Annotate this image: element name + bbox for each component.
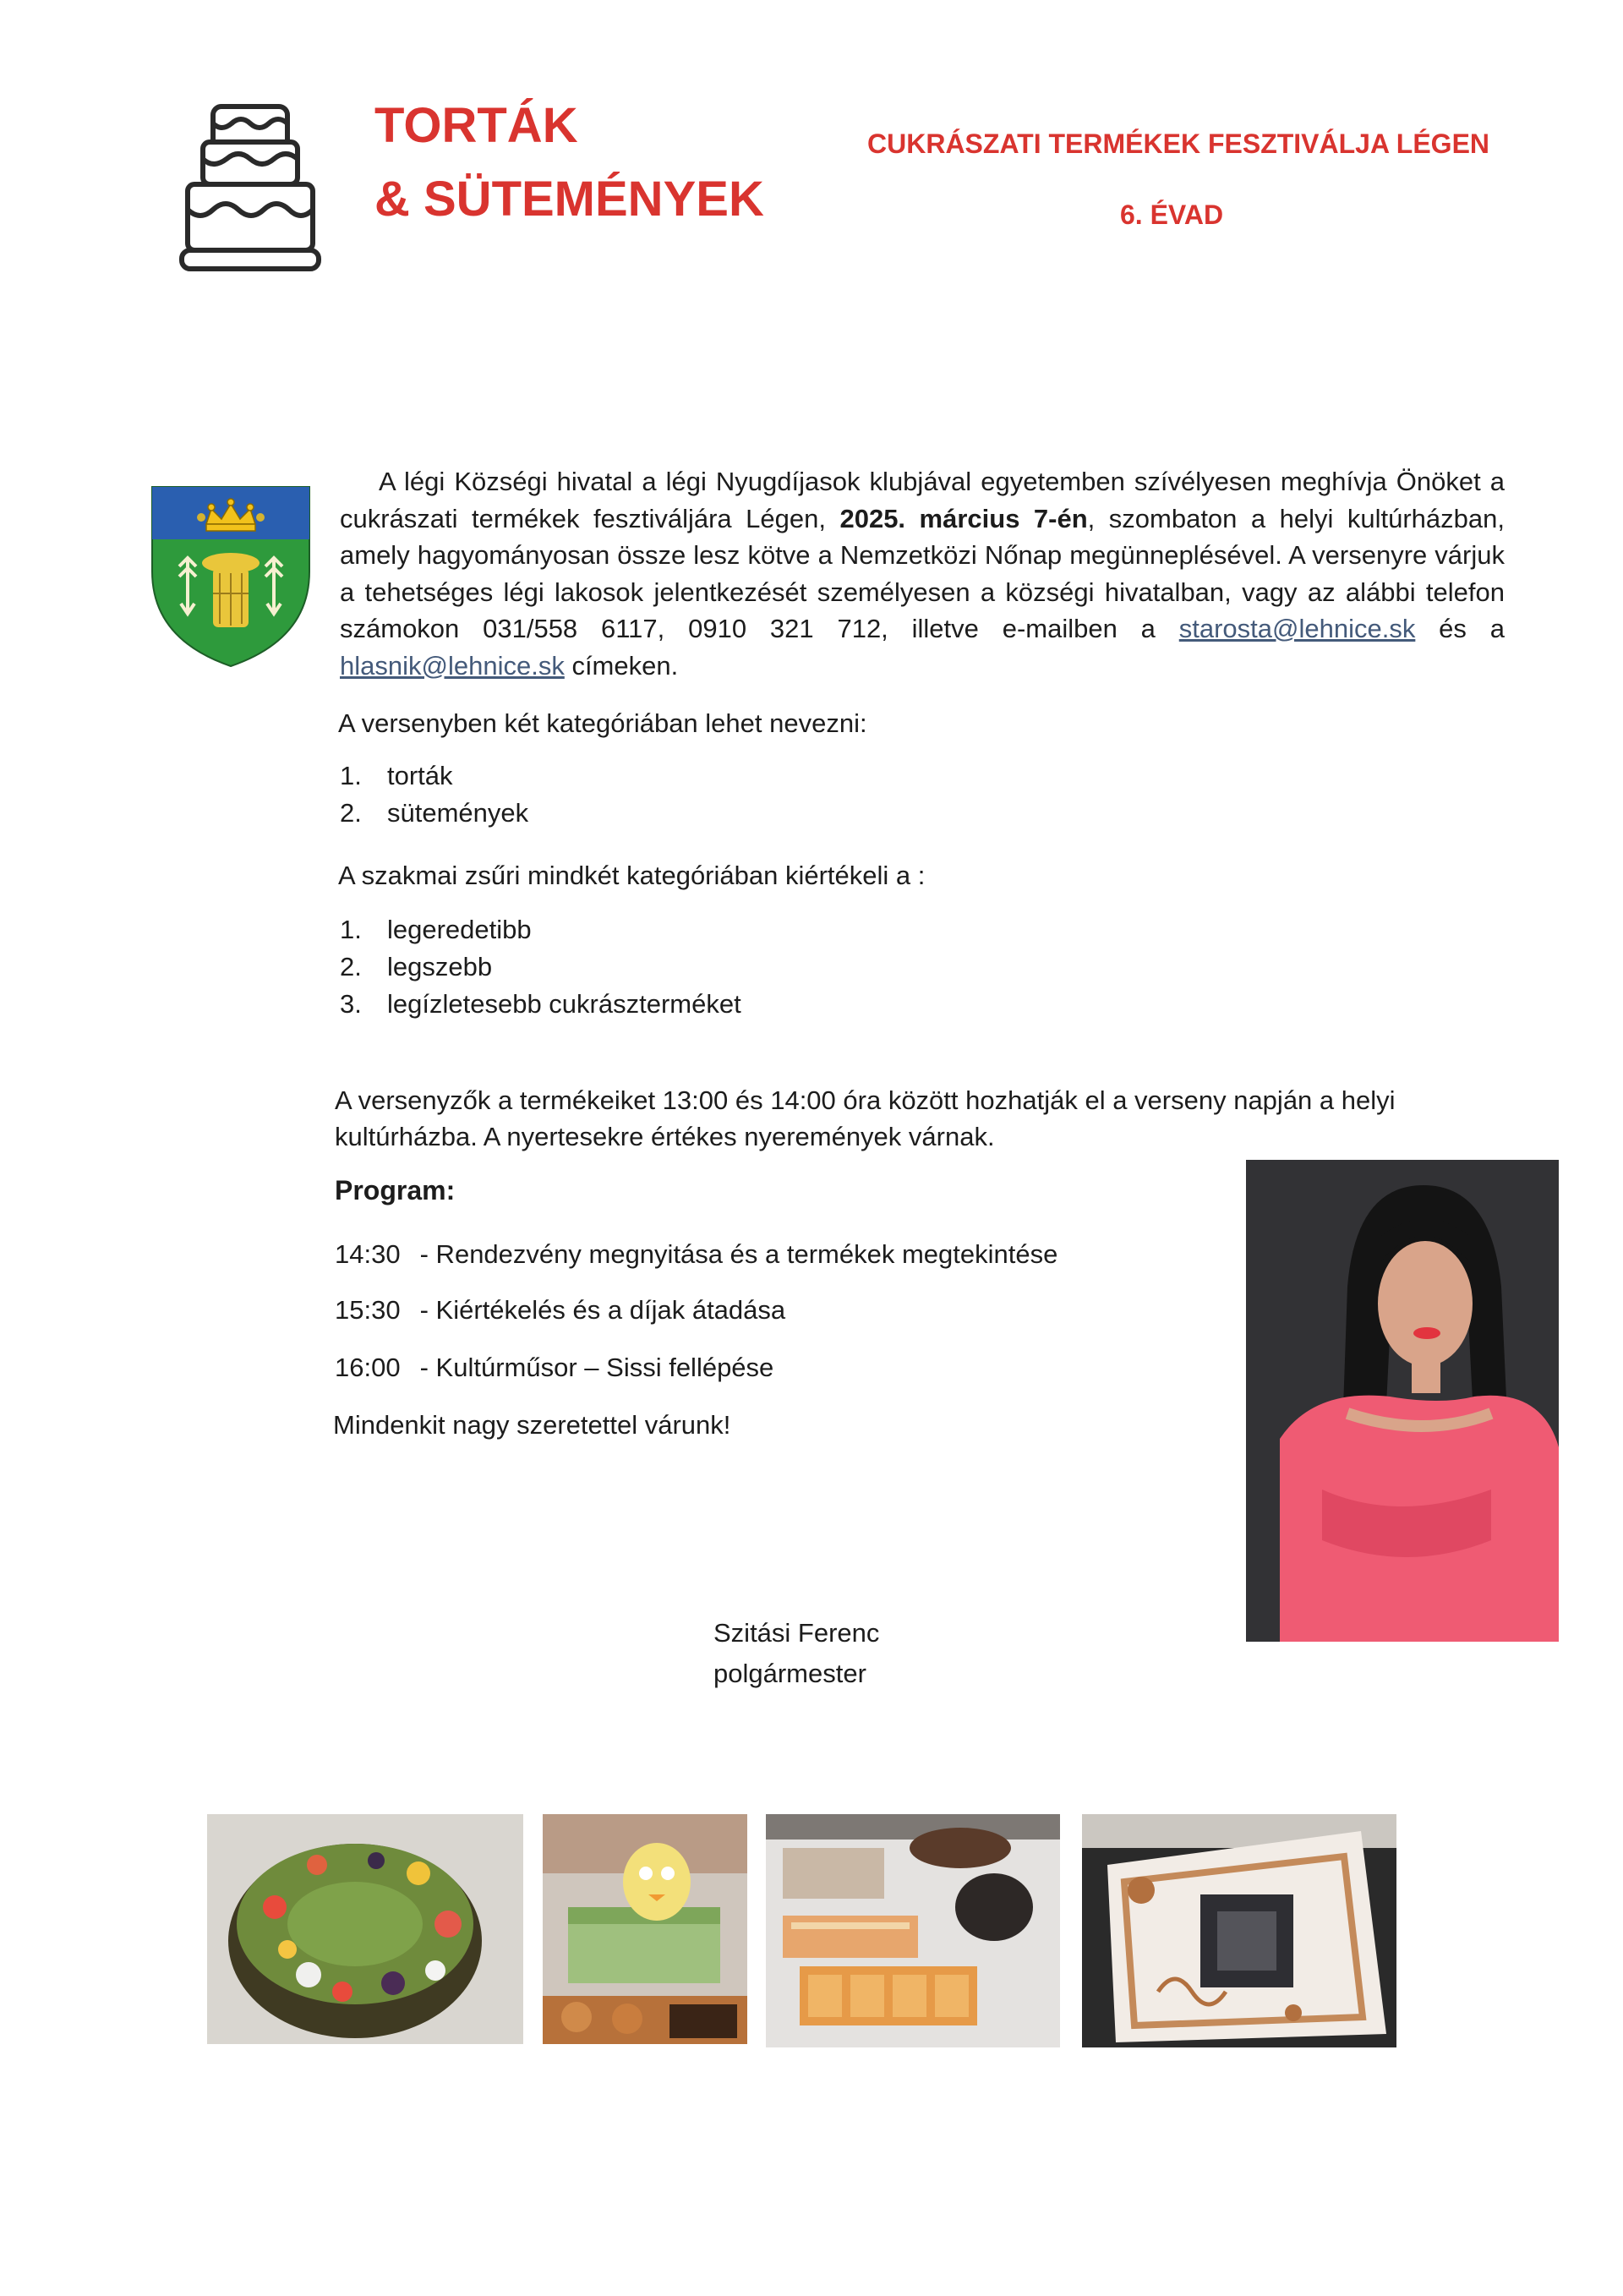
title-line-2: & SÜTEMÉNYEK [374,172,764,227]
event-date: 2025. március 7-én [839,503,1088,533]
intro-text-3: és a [1415,614,1505,643]
program-text: - Kultúrműsor – Sissi fellépése [419,1353,774,1382]
list-label: legszebb [387,952,493,981]
intro-paragraph [340,463,1505,684]
program-text: - Kiértékelés és a díjak átadása [419,1295,786,1325]
list-number: 1. [340,915,362,944]
cake-photo-1 [207,1814,523,2044]
list-number: 2. [340,798,362,828]
signature-name: Szitási Ferenc [713,1618,880,1648]
list-number: 3. [340,989,362,1019]
cake-photo-2 [543,1814,747,2044]
intro-text-2: , szombaton a helyi kultúrházban, amely hagyományosan össze lesz kötve a Nemzetközi Nőnap megünneplésével. A versenyre várjuk a tehetséges légi lakosok jelentkezését személyesen a községi hivatalban, vagy az alábbi telefon számokon 031/558 6117, 0910 321 712, illetve e-mailben a [340,503,1505,643]
list-label: legeredetibb [387,915,532,944]
coat-of-arms-icon [150,485,311,668]
cake-icon [179,100,321,274]
email-link-hlasnik[interactable]: hlasnik@lehnice.sk [340,650,565,681]
list-item [340,913,532,947]
intro-text-4: címeken. [564,650,679,681]
program-item [335,1239,1057,1270]
program-text: - Rendezvény megnyitása és a termékek megtekintése [419,1239,1058,1269]
list-number: 1. [340,761,362,790]
festival-name: CUKRÁSZATI TERMÉKEK FESZTIVÁLJA LÉGEN [867,128,1490,159]
title-line-1: TORTÁK [374,98,578,153]
list-number: 2. [340,952,362,981]
list-item [340,987,741,1021]
list-item [340,759,453,793]
email-link-starosta[interactable]: starosta@lehnice.sk [1178,614,1416,643]
cake-photo-4 [1082,1814,1396,2047]
list-label: torták [387,761,453,790]
list-item [340,950,492,984]
program-item [335,1295,785,1326]
season-label: 6. ÉVAD [1120,200,1224,230]
program-time: 16:00 [335,1353,401,1382]
jury-intro: A szakmai zsűri mindkét kategóriában kiértékeli a : [338,861,926,890]
program-time: 15:30 [335,1295,401,1325]
list-label: legízletesebb cukrászterméket [387,989,741,1019]
list-label: sütemények [387,798,529,828]
list-item [340,796,528,830]
categories-intro: A versenyben két kategóriában lehet nevezni: [338,708,867,738]
performer-photo [1246,1160,1559,1642]
intro-text-1: A légi Községi hivatal a légi Nyugdíjasok klubjával egyetemben szívélyesen meghívja Önöket a cukrászati termékek fesztiváljára Légen, [340,467,1505,533]
program-item [335,1353,773,1383]
program-heading: Program: [335,1175,456,1205]
closing-text: Mindenkit nagy szeretettel várunk! [333,1410,731,1440]
arrival-paragraph: A versenyzők a termékeiket 13:00 és 14:00 óra között hozhatják el a verseny napján a helyi kultúrházba. A nyertesekre értékes nyeremények várnak. [335,1085,1396,1151]
signature-title: polgármester [713,1659,866,1688]
program-time: 14:30 [335,1239,401,1269]
pastry-photo-3 [766,1814,1060,2047]
